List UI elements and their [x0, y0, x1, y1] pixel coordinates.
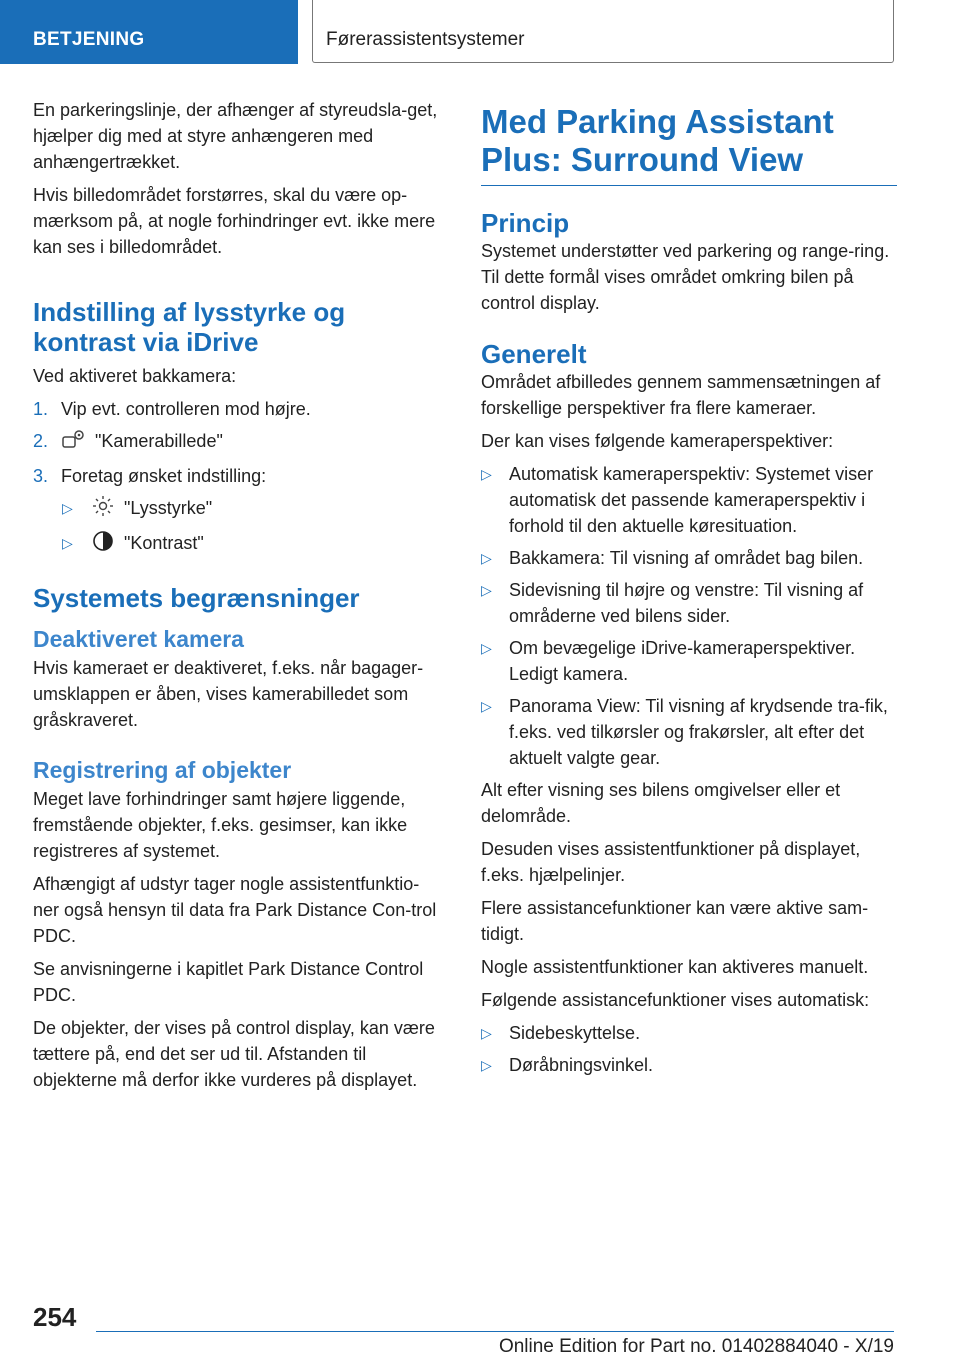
header-section-title: BETJENING — [33, 29, 145, 50]
header-section-tab — [0, 0, 298, 64]
bullet-glyph: ▷ — [481, 640, 492, 656]
list-item-text: Sidebeskyttelse. — [509, 1023, 641, 1043]
substep-text: "Kontrast" — [124, 533, 204, 553]
general-paragraph: Området afbilledes gennem sammensætningen af forskellige perspektiver fra flere kameraer. — [481, 372, 881, 418]
header-chapter-box — [312, 0, 894, 63]
deactivated-paragraph: Hvis kameraet er deaktiveret, f.eks. når bagager-umsklappen er åben, vises kamerabilledet som gråskraveret. — [33, 658, 424, 730]
list-item — [481, 635, 897, 687]
body-paragraph: Alt efter visning ses bilens omgivelser eller et delområde. — [481, 780, 841, 826]
step-item — [33, 463, 443, 489]
section-heading-principle: Princip — [481, 208, 570, 238]
brightness-icon — [90, 495, 116, 524]
settings-lead: Ved aktiveret bakkamera: — [33, 366, 237, 386]
step-number: 3. — [33, 466, 49, 486]
bullet-glyph: ▷ — [481, 1025, 492, 1041]
bullet-glyph: ▷ — [481, 582, 492, 598]
step-text: Foretag ønsket indstilling: — [61, 466, 267, 486]
section-heading-limits: Systemets begrænsninger — [33, 583, 360, 613]
step-number: 2. — [33, 431, 49, 451]
body-paragraph: Følgende assistancefunktioner vises automatisk: — [481, 990, 870, 1010]
registration-paragraph: De objekter, der vises på control display, kan være tættere på, end det ser ud til. Afstanden til objekterne må derfor ikke vurderes på displayet. — [33, 1018, 435, 1090]
list-item-text: Bakkamera: Til visning af området bag bilen. — [509, 548, 864, 568]
list-item — [481, 577, 897, 629]
list-item — [481, 1052, 897, 1078]
subheading-deactivated: Deaktiveret kamera — [33, 626, 244, 652]
bullet-glyph: ▷ — [481, 466, 492, 482]
list-item-text: Sidevisning til højre og venstre: Til visning af områderne ved bilens sider. — [509, 580, 864, 626]
list-item — [481, 1020, 897, 1046]
intro-paragraph: Hvis billedområdet forstørres, skal du være op-mærksom på, at nogle forhindringer evt. ikke mere kan ses i billedområdet. — [33, 185, 436, 257]
list-item — [481, 461, 897, 539]
contrast-icon — [90, 530, 116, 559]
page-number: 254 — [33, 1302, 77, 1332]
footer-edition: Online Edition for Part no. 01402884040 - X/19 — [498, 1336, 894, 1357]
principle-paragraph: Systemet understøtter ved parkering og range-ring. Til dette formål vises området omkring bilen på control display. — [481, 241, 890, 313]
step-item — [33, 396, 443, 422]
list-item-text: Panorama View: Til visning af krydsende tra-fik, f.eks. ved tilkørsler og frakørsler, alt efter det aktuelt valgte gear. — [509, 696, 888, 768]
right-column — [481, 103, 897, 1084]
left-column — [33, 97, 443, 1100]
substep-text: "Lysstyrke" — [124, 498, 213, 518]
list-item — [481, 545, 897, 571]
list-item-text: Om bevægelige iDrive-kameraperspektiver. Ledigt kamera. — [509, 638, 856, 684]
bullet-glyph: ▷ — [62, 535, 73, 551]
registration-paragraph: Meget lave forhindringer samt højere liggende, fremstående objekter, f.eks. gesimser, kan ikke registreres af systemet. — [33, 789, 408, 861]
substep-item — [33, 530, 443, 559]
section-heading-general: Generelt — [481, 339, 587, 369]
bullet-glyph: ▷ — [481, 550, 492, 566]
list-item-text: Automatisk kameraperspektiv: Systemet viser automatisk det passende kameraperspektiv i forhold til den aktuelle køresituation. — [509, 464, 874, 536]
registration-paragraph: Se anvisningerne i kapitlet Park Distance Control PDC. — [33, 959, 424, 1005]
main-heading: Med Parking Assistant Plus: Surround View — [481, 103, 834, 178]
registration-paragraph: Afhængigt af udstyr tager nogle assistentfunktio-ner også hensyn til data fra Park Distance Con-trol PDC. — [33, 874, 437, 946]
body-paragraph: Nogle assistentfunktioner kan aktiveres manuelt. — [481, 957, 869, 977]
subheading-registration: Registrering af objekter — [33, 757, 292, 783]
bullet-glyph: ▷ — [481, 698, 492, 714]
header-chapter-title: Førerassistentsystemer — [326, 29, 525, 50]
step-item — [33, 428, 443, 457]
step-text: Vip evt. controlleren mod højre. — [61, 399, 311, 419]
general-paragraph: Der kan vises følgende kameraperspektiver: — [481, 431, 834, 451]
body-paragraph: Desuden vises assistentfunktioner på displayet, f.eks. hjælpelinjer. — [481, 839, 861, 885]
footer-rule — [96, 1331, 894, 1332]
step-number: 1. — [33, 399, 49, 419]
bullet-glyph: ▷ — [62, 500, 73, 516]
substep-item — [33, 495, 443, 524]
list-item-text: Døråbningsvinkel. — [509, 1055, 654, 1075]
step-text: "Kamerabillede" — [95, 431, 223, 451]
body-paragraph: Flere assistancefunktioner kan være aktive sam-tidigt. — [481, 898, 869, 944]
intro-paragraph: En parkeringslinje, der afhænger af styreudsla-get, hjælper dig med at styre anhængeren med anhængertrækket. — [33, 100, 438, 172]
section-heading-settings: Indstilling af lysstyrke og kontrast via iDrive — [33, 297, 346, 357]
list-item — [481, 693, 897, 771]
bullet-glyph: ▷ — [481, 1057, 492, 1073]
camera-settings-icon — [61, 428, 87, 457]
